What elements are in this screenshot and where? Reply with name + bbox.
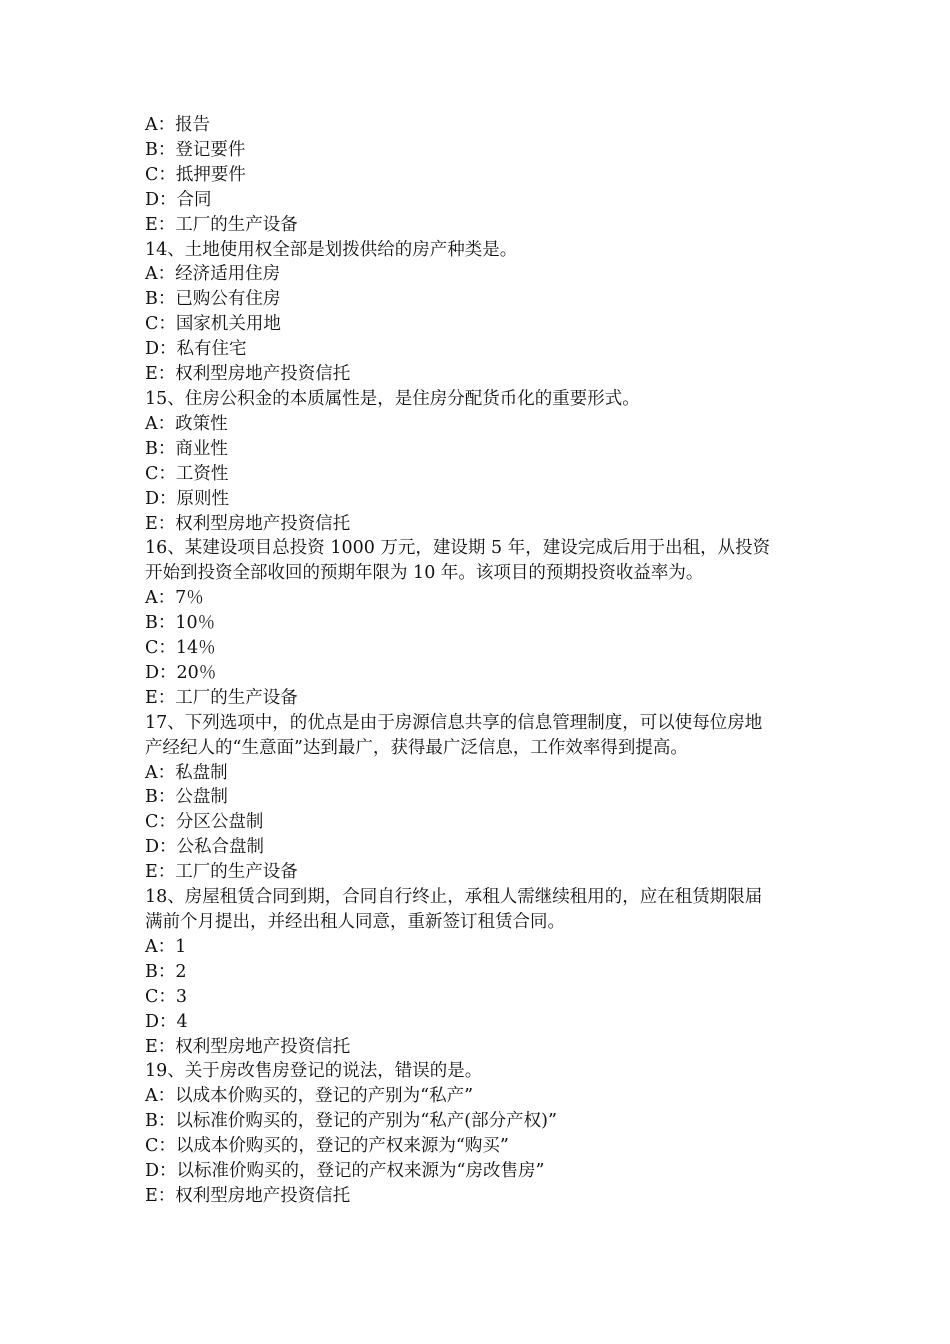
answer-option: E：工厂的生产设备 bbox=[145, 214, 298, 235]
answer-option: C：国家机关用地 bbox=[145, 314, 281, 335]
answer-option: B：2 bbox=[145, 961, 187, 982]
question-line: 15、住房公积金的本质属性是，是住房分配货币化的重要形式。 bbox=[145, 388, 640, 409]
question-line: 17、下列选项中，的优点是由于房源信息共享的信息管理制度，可以使每位房地 bbox=[145, 712, 763, 733]
question-line: 18、房屋租赁合同到期，合同自行终止，承租人需继续租用的，应在租赁期限届 bbox=[145, 887, 763, 908]
answer-option: C：工资性 bbox=[145, 463, 229, 484]
answer-option: A：经济适用住房 bbox=[145, 264, 281, 285]
question-text bbox=[145, 1059, 810, 1084]
question-text bbox=[145, 238, 810, 263]
answer-option: E：权利型房地产投资信托 bbox=[145, 513, 351, 534]
answer-option: D：公私合盘制 bbox=[145, 837, 265, 858]
answer-option: B：登记要件 bbox=[145, 139, 246, 160]
answer-option: D：私有住宅 bbox=[145, 339, 247, 360]
answer-option: A：以成本价购买的，登记的产别为“私产” bbox=[145, 1086, 474, 1107]
answer-option: A：私盘制 bbox=[145, 762, 228, 783]
question-line: 19、关于房改售房登记的说法，错误的是。 bbox=[145, 1061, 483, 1082]
answer-option: B：以标准价购买的，登记的产别为“私产(部分产权)” bbox=[145, 1111, 557, 1132]
question-line: 16、某建设项目总投资 1000 万元，建设期 5 年，建设完成后用于出租，从投资 bbox=[145, 538, 771, 559]
answer-option: A：政策性 bbox=[145, 413, 228, 434]
answer-option: C：分区公盘制 bbox=[145, 812, 264, 833]
answer-option: D：4 bbox=[145, 1011, 188, 1032]
answer-option: D：合同 bbox=[145, 189, 212, 210]
answer-option: A：报告 bbox=[145, 115, 211, 135]
answer-option: B：已购公有住房 bbox=[145, 289, 281, 310]
answer-option: D：以标准价购买的，登记的产权来源为“房改售房” bbox=[145, 1161, 545, 1182]
question-line: 满前个月提出，并经出租人同意，重新签订租赁合同。 bbox=[145, 912, 565, 932]
answer-option: A：1 bbox=[145, 936, 187, 957]
document-body bbox=[145, 113, 810, 1209]
answer-option: E：权利型房地产投资信托 bbox=[145, 1036, 351, 1057]
question-line: 开始到投资全部收回的预期年限为 10 年。该项目的预期投资收益率为。 bbox=[145, 563, 704, 584]
question-line: 14、土地使用权全部是划拨供给的房产种类是。 bbox=[145, 239, 518, 260]
answer-option: D：原则性 bbox=[145, 488, 230, 509]
answer-option: B：公盘制 bbox=[145, 787, 228, 808]
answer-option: B：10％ bbox=[145, 613, 216, 634]
answer-option: C：3 bbox=[145, 986, 188, 1007]
answer-option: E：工厂的生产设备 bbox=[145, 862, 298, 883]
answer-option: E：权利型房地产投资信托 bbox=[145, 364, 351, 385]
answer-option: C：抵押要件 bbox=[145, 164, 246, 185]
answer-option: B：商业性 bbox=[145, 438, 228, 459]
answer-option: C：14％ bbox=[145, 638, 216, 659]
answer-option: E：权利型房地产投资信托 bbox=[145, 1185, 351, 1206]
question-text bbox=[145, 711, 810, 761]
answer-option: D：20％ bbox=[145, 662, 217, 683]
question-text bbox=[145, 387, 810, 412]
question-text bbox=[145, 536, 810, 586]
answer-option: E：工厂的生产设备 bbox=[145, 687, 298, 708]
question-line: 产经纪人的“生意面”达到最广，获得最广泛信息，工作效率得到提高。 bbox=[145, 737, 688, 758]
answer-option: C：以成本价购买的，登记的产权来源为“购买” bbox=[145, 1136, 509, 1157]
question-text bbox=[145, 885, 810, 935]
answer-option: A：7％ bbox=[145, 588, 204, 609]
